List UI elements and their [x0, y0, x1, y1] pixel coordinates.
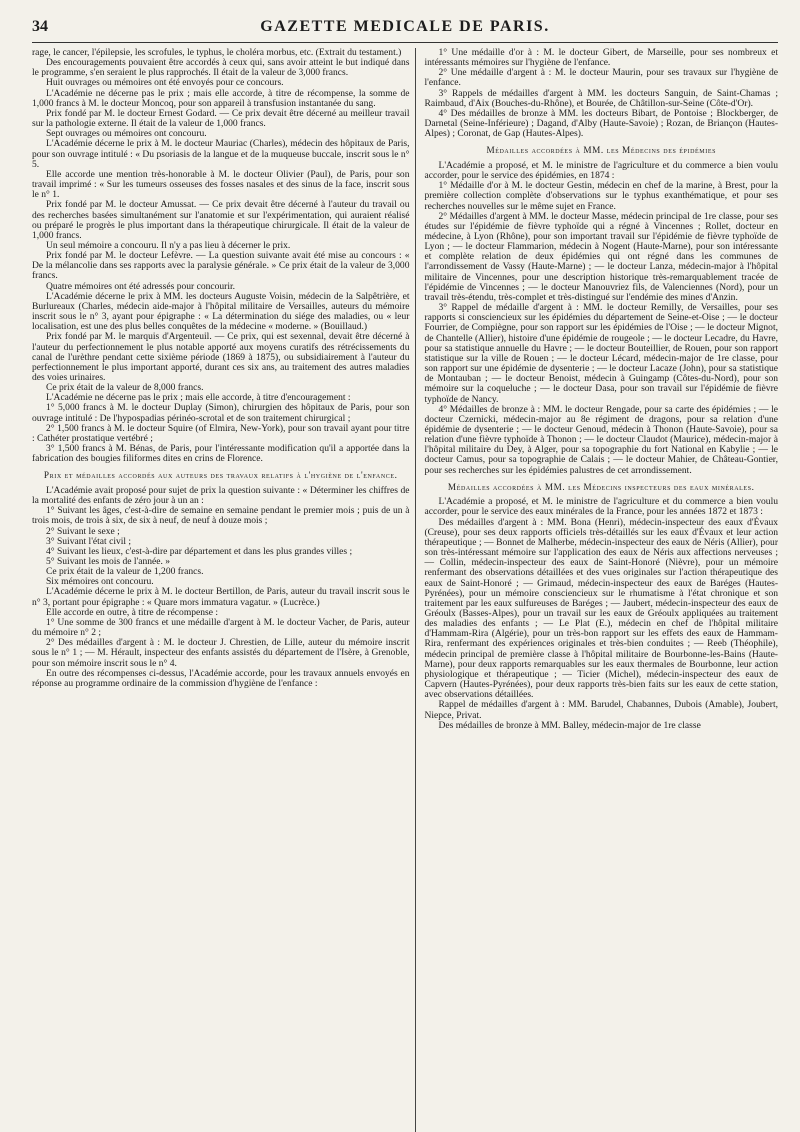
paragraph: 2° Suivant le sexe ; — [46, 525, 120, 537]
paragraph: 5° Suivant les mois de l'année. » — [46, 556, 171, 567]
paragraph: Elle accorde en outre, à titre de récompense : — [46, 606, 219, 618]
paragraph: Elle accorde une mention très-honorable à M. le docteur Olivier (Paul), de Paris, pour son travail imprimé : « Sur les tumeurs osseuses des fosses nasales et des sinus de la face, inscrit sous le n° 1. — [32, 168, 410, 201]
paragraph: L'Académie avait proposé pour sujet de prix la question suivante : « Déterminer les chiffres de la mortalité des enfants de zéro jour à un an : — [32, 484, 410, 507]
paragraph: L'Académie ne décerne pas le prix ; mais elle accorde, à titre de récompense, la somme de 1,000 francs à M. le docteur Moncoq, pour son appareil à transfusion instantanée du sang. — [32, 87, 410, 109]
paragraph: 4° Suivant les lieux, c'est-à-dire par département et dans les plus grandes villes ; — [46, 545, 353, 557]
paragraph: 3° Rappel de médaille d'argent à : MM. le docteur Remilly, de Versailles, pour ses rapports si consciencieux sur les épidémies du département de Seine-et-Oise ; — le docteur Fourrier, de Compiègne, pour son rapport sur les épidémies de l'Oise ; — le docteur Mignot, de Chantelle (Allier), histoire d'une épidémie de rougeole ; — le docteur Lecadre, du Havre, pour sa statistique annuelle du Havre ; — le docteur Bouteillier, de Rouen, pour son rapport statistique sur la ville de Rouen ; — le docteur Lécard, médecin-major de 1re classe, pour son rapport sur une épidémie de dysenterie ; — le docteur Lacaze (John), pour sa statistique de Montauban ; — le docteur Benoist, médecin à Guingamp (Côtes-du-Nord), pour son mémoire sur la coqueluche ; — le docteur Dasa, pour son travail sur l'épidémie de fièvre typhoïde de Nancy. — [424, 302, 778, 405]
paragraph: 1° Une somme de 300 francs et une médaille d'argent à M. le docteur Vacher, de Paris, auteur du mémoire n° 2 ; — [32, 616, 410, 639]
paragraph: Prix fondé par M. le docteur Lefèvre. — La question suivante avait été mise au concours : « De la mélancolie dans ses rapports avec la paralysie générale. » Ce prix était de la valeur de 3,000 francs. — [32, 250, 410, 282]
section-heading: Médailles accordées à MM. les Médecins inspecteurs des eaux minérales. — [447, 481, 755, 492]
paragraph: 3° 1,500 francs à M. Bénas, de Paris, pour l'intéressante modification qu'il a apportée dans la fabrication des bougies filiformes dites en crins de Florence. — [32, 443, 410, 465]
paragraph: Ce prix était de la valeur de 1,200 francs. — [46, 566, 204, 578]
paragraph: L'Académie ne décerne pas le prix ; mais elle accorde, à titre d'encouragement : — [46, 392, 351, 404]
paragraph: 2° 1,500 francs à M. le docteur Squire (of Elmira, New-York), pour son travail ayant pour titre : Cathéter prostatique vertébré ; — [32, 422, 410, 444]
paragraph: Quatre mémoires ont été adressés pour concourir. — [46, 280, 236, 292]
paragraph: Prix fondé par M. le marquis d'Argenteuil. — Ce prix, qui est sexennal, devait être décerné à l'auteur du perfectionnement le plus notable apporté aux moyens curatifs des rétrécissements du canal de l'urèthre pendant cette sixième période (1869 à 1875), ou subsidiairement à l'auteur du perfectionnement le plus important apporté, durant ces six ans, au traitement des autres maladies des voies urinaires. — [32, 331, 410, 383]
paragraph: Prix fondé par M. le docteur Ernest Godard. — Ce prix devait être décerné au meilleur travail sur la pathologie externe. Il était de la valeur de 1,000 francs. — [32, 107, 410, 130]
paragraph: Six mémoires ont concouru. — [46, 576, 154, 588]
section-heading: Prix et médailles accordés aux auteurs des travaux relatifs à l'hygiène de l'enfance. — [43, 470, 398, 481]
paragraph: Rappel de médailles d'argent à : MM. Barudel, Chabannes, Dubois (Amable), Joubert, Niepce, Privat. — [424, 699, 778, 721]
right-column — [416, 48, 778, 1132]
paragraph: Un seul mémoire a concouru. Il n'y a pas lieu à décerner le prix. — [46, 239, 291, 251]
paragraph: L'Académie décerne le prix à M. le docteur Mauriac (Charles), médecin des hôpitaux de Paris, pour son ouvrage intitulé : « Du psoriasis de la langue et de la muqueuse buccale, inscrit sous le n° 5. — [32, 138, 410, 170]
paragraph: Des encouragements pouvaient être accordés à ceux qui, sans avoir atteint le but indiqué dans le programme, s'en seraient le plus rapprochés. Il était de la valeur de 3,000 francs. — [32, 57, 410, 79]
left-column — [32, 48, 415, 1132]
paragraph: L'Académie a proposé, et M. le ministre de l'agriculture et du commerce a bien voulu accorder, pour le service des eaux minérales de la France, pour les années 1872 et 1873 : — [424, 496, 778, 518]
paragraph: 2° Des médailles d'argent à : M. le docteur J. Chrestien, de Lille, auteur du mémoire inscrit sous le n° 1 ; — M. Hérault, inspecteur des enfants assistés du département de l'Isère, à Grenoble, pour son mémoire inscrit sous le n° 4. — [32, 637, 410, 669]
paragraph: Des médailles de bronze à MM. Balley, médecin-major de 1re classe — [438, 719, 701, 731]
paragraph: Prix fondé par M. le docteur Amussat. — Ce prix devait être décerné à l'auteur du travail ou des recherches basées simultanément sur l'anatomie et sur l'expérimentation, qui auraient réalisé ou préparé le progrès le plus important dans la thérapeutique chirurgicale. Il était de la valeur de 1,000 francs. — [32, 199, 410, 241]
paragraph: L'Académie décerne le prix à MM. les docteurs Auguste Voisin, médecin de la Salpêtrière, et Burlureaux (Charles, médecin aide-major à l'hôpital militaire de Versailles, auteurs du mémoire inscrit sous le n° 3, ayant pour épigraphe : « La détermination du siége des maladies, ou « leur localisation, est une des plus belles conquêtes de la médecine « moderne. » (Bouillaud.) — [32, 290, 410, 333]
paragraph: L'Académie a proposé, et M. le ministre de l'agriculture et du commerce a bien voulu accorder, pour le service des épidémies, en 1874 : — [424, 159, 778, 182]
text-columns — [32, 48, 778, 1132]
paragraph: Huit ouvrages ou mémoires ont été envoyés pour ce concours. — [46, 77, 284, 89]
paragraph: Ce prix était de la valeur de 8,000 francs. — [46, 382, 204, 394]
paragraph: L'Académie décerne le prix à M. le docteur Bertillon, de Paris, auteur du travail inscrit sous le n° 3, portant pour épigraphe : « Quare mors immatura vagatur. » (Lucrèce.) — [32, 586, 410, 608]
paragraph: 2° Une médaille d'argent à : M. le docteur Maurin, pour ses travaux sur l'hygiène de l'enfance. — [424, 67, 778, 89]
page-number: 34 — [32, 18, 48, 35]
paragraph: rage, le cancer, l'épilepsie, les scrofules, le typhus, le choléra morbus, etc. (Extrait du testament.) — [32, 48, 402, 58]
paragraph: 4° Des médailles de bronze à MM. les docteurs Bibart, de Pontoise ; Blockberger, de Darnetal (Seine-Inférieure) ; Dagand, d'Alby (Haute-Savoie) ; Rozan, de Briançon (Hautes-Alpes) ; Coronat, de Gap (Hautes-Alpes). — [424, 107, 778, 140]
paragraph: Des médailles d'argent à : MM. Bona (Henri), médecin-inspecteur des eaux d'Évaux (Creuse), pour ses deux rapports officiels très-détaillés sur les eaux d'Évaux et leur action thérapeutique ; — Bonnet de Malherbe, médecin-inspecteur des eaux de Néris (Allier), pour son très-intéressant mémoire sur l'application des eaux de Néris aux affections nerveuses ; — Collin, médecin-inspecteur des eaux de Saint-Honoré (Nièvre), pour un mémoire renfermant des observations détaillées et des vues originales sur l'action thérapeutique des eaux de Saint-Honoré ; — Grimaud, médecin-inspecteur des eaux de Baréges (Hautes-Pyrénées), pour un mémoire consciencieux sur le rhumatisme à l'état chronique et son traitement par les eaux sulfureuses de Baréges ; — Jaubert, médecin-inspecteur des eaux de Gréoulx (Basses-Alpes), pour un travail sur les eaux de Gréoulx appliquées au traitement des maladies des enfants ; — Le Plat (E.), médecin en chef de l'hôpital militaire d'Hammam-Rira (Algérie), pour un très-bon rapport sur les effets des eaux de Hammam-Rira, renfermant des expériences originales et très-bien conduites ; — Reeb (Théophile), médecin principal de première classe à l'hôpital militaire de Bourbonne-les-Bains (Haute-Marne), pour deux rapports remarquables sur les eaux thermales de Bourbonne, leur action physiologique et thérapeutique ; — Ticier (Michel), médecin-inspecteur des eaux de Capvern (Hautes-Pyrénées), pour deux rapports très-bien faits sur les eaux de cette station, avec observations détaillées. — [424, 516, 778, 701]
paragraph: 1° 5,000 francs à M. le docteur Duplay (Simon), chirurgien des hôpitaux de Paris, pour son ouvrage intitulé : De l'hypospadias périnéo-scrotal et de son traitement chirurgical ; — [32, 402, 410, 424]
running-title: GAZETTE MEDICALE DE PARIS. — [260, 18, 550, 35]
paragraph: 2° Médailles d'argent à MM. le docteur Masse, médecin principal de 1re classe, pour ses études sur l'épidémie de fièvre typhoïde qui a régné à Vincennes ; Rollet, docteur en médecine, à Lyon (Rhône), pour son important travail sur l'épidémie de fièvre typhoïde de Lyon ; — le docteur Flammarion, médecin à Nogent (Haute-Marne), pour son intéressante et complète relation de deux épidémies qui ont régné dans les communes de l'arrondissement de Vassy (Haute-Marne) ; — le docteur Lanza, médecin-major à l'hôpital militaire de Vincennes, pour une description historique très-remarquablement tracée de l'épidémie de Vincennes ; — le docteur Manouvriez fils, de Valenciennes (Nord), pour un travail très-étendu, très-complet et très-distingué sur l'endémie des mines d'Anzin. — [424, 210, 778, 303]
paragraph: 3° Rappels de médailles d'argent à MM. les docteurs Sanguin, de Saint-Chamas ; Raimbaud, d'Aix (Bouches-du-Rhône), et Bourée, de Châtillon-sur-Seine (Côte-d'Or). — [424, 87, 778, 109]
paragraph: 1° Médaille d'or à M. le docteur Gestin, médecin en chef de la marine, à Brest, pour la première collection complète d'observations sur le typhus exanthématique, et pour ses recherches nouvelles sur le même sujet en France. — [424, 180, 778, 212]
paragraph: 1° Suivant les âges, c'est-à-dire de semaine en semaine pendant le premier mois ; puis de un à trois mois, de trois à six, de six à neuf, de neuf à douze mois ; — [32, 505, 410, 527]
section-heading: Médailles accordées à MM. les Médecins des épidémies — [486, 145, 717, 156]
paragraph: 1° Une médaille d'or à : M. le docteur Gibert, de Marseille, pour ses nombreux et intéressants mémoires sur l'hygiène de l'enfance. — [424, 48, 778, 69]
paragraph: 4° Médailles de bronze à : MM. le docteur Rengade, pour sa carte des épidémies ; — le docteur Czernicki, médecin-major au 8e régiment de dragons, pour sa relation d'une épidémie de dysenterie ; — le docteur Genoud, médecin à Thonon (Haute-Savoie), pour sa relation d'une fièvre typhoïde à Thonon ; — le docteur Claudot (Maurice), médecin-major à l'hôpital militaire du Dey, à Alger, pour sa topographie du fort National en Kabylie ; — le docteur Camus, pour sa topographie de Calais ; — le docteur Mahier, de Château-Gontier, pour ses recherches sur les épidémies palustres de cet arrondissement. — [424, 403, 778, 476]
paragraph: En outre des récompenses ci-dessus, l'Académie accorde, pour les travaux annuels envoyés en réponse au programme ordinaire de la commission d'hygiène de l'enfance : — [32, 667, 410, 689]
page-header — [32, 16, 778, 43]
paragraph: 3° Suivant l'état civil ; — [46, 535, 132, 547]
paragraph: Sept ouvrages ou mémoires ont concouru. — [46, 128, 207, 140]
